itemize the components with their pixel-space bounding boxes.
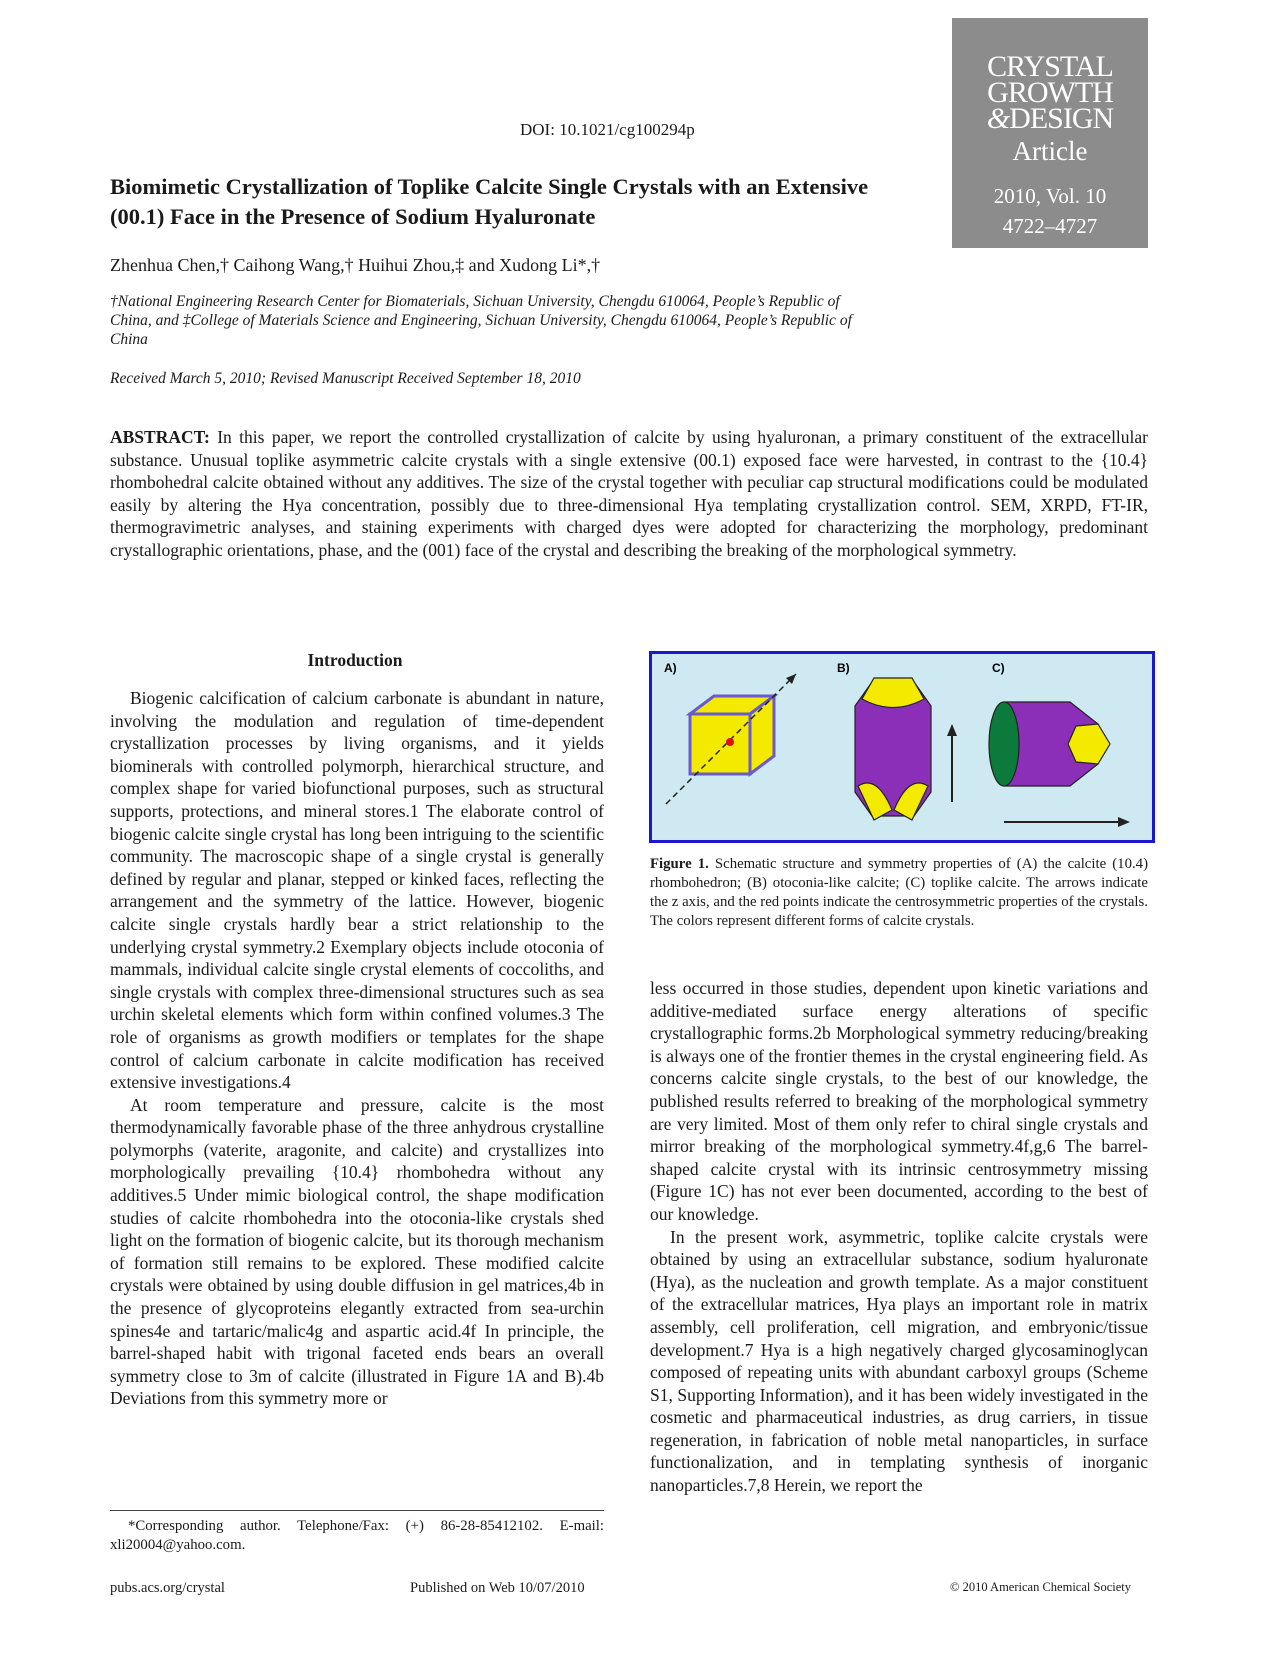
intro-paragraph-2: At room temperature and pressure, calcite is the most thermodynamically favorable phase of the three anhydrous crystalline polymorphs (vaterite, aragonite, and calcite) and crystallizes into morphologically prevailing {10.4} rhombohedra without any additives.5 Under mimic biological control, the shape modification studies of calcite rhombohedra into the otoconia-like crystals shed light on the formation of biogenic calcite, but its thorough mechanism of formation still remains to be explored. These modified calcite crystals were obtained by using double diffusion in gel matrices,4b in the presence of glycoproteins elegantly extracted from sea-urchin spines4e and tartaric/malic4g and aspartic acid.4f In principle, the barrel-shaped habit with trigonal faceted ends bears an overall symmetry close to 3m of calcite (illustrated in Figure 1A and B).4b Deviations from this symmetry more or (110, 1094, 604, 1409)
journal-name: CRYSTAL GROWTH &DESIGN (986, 50, 1114, 135)
corresponding-author-footnote: *Corresponding author. Telephone/Fax: (+) 86-28-85412102. E-mail: xli20004@yahoo.com. (110, 1518, 604, 1553)
otoconia-barrel (855, 678, 957, 820)
affiliations: †National Engineering Research Center for Biomaterials, Sichuan University, Chengdu 610064, People’s Republic of China, and ‡College of Materials Science and Engineering, Sichuan University, Chengdu 610064, People’s Republic of China (110, 293, 852, 348)
footnote-divider (110, 1510, 604, 1511)
toplike-crystal (989, 702, 1130, 827)
authors: Zhenhua Chen,† Caihong Wang,† Huihui Zhou,‡ and Xudong Li*,† (110, 255, 601, 275)
figure-1-caption: Figure 1. Schematic structure and symmetry properties of (A) the calcite (10.4) rhombohedron; (B) otoconia-like calcite; (C) toplike calcite. The arrows indicate the z axis, and the red points indicate the centrosymmetric properties of the crystals. The colors represent different forms of calcite crystals. (650, 856, 1148, 929)
journal-pages: 4722–4727 (1002, 214, 1098, 238)
footer-copyright: © 2010 American Chemical Society (950, 1580, 1131, 1594)
footer-url: pubs.acs.org/crystal (110, 1580, 225, 1596)
abstract (110, 426, 1148, 562)
abstract-text: In this paper, we report the controlled crystallization of calcite by using hyaluronan, a primary constituent of the extracellular substance. Unusual toplike asymmetric calcite crystals with a single extensive (00.1) exposed face were harvested, in contrast to the {10.4} rhombohedral calcite obtained without any additives. The size of the crystal together with peculiar cap structural modifications could be modulated easily by altering the Hya concentration, possibly due to three-dimensional Hya templating crystallization control. SEM, XRPD, FT-IR, thermogravimetric analyses, and staining experiments with charged dyes were adopted for characterizing the morphology, predominant crystallographic orientations, phase, and the (001) face of the crystal and describing the breaking of the morphological symmetry. (110, 427, 1149, 560)
article-title: Biomimetic Crystallization of Toplike Calcite Single Crystals with an Extensive (00.1) Face in the Presence of Sodium Hyaluronate (110, 174, 869, 229)
journal-badge (952, 18, 1148, 248)
panel-a-label: A) (664, 661, 677, 675)
intro-paragraph-3: less occurred in those studies, dependent upon kinetic variations and additive-mediated surface energy alterations of specific crystallographic forms.2b Morphological symmetry reducing/breaking is always one of the frontier themes in the crystal engineering field. As concerns calcite single crystals, to the best of our knowledge, the published results referred to breaking of the morphological symmetry are very limited. Most of them only refer to chiral single crystals and mirror breaking of the morphological symmetry.4f,g,6 The barrel-shaped calcite crystal with its intrinsic centrosymmetry missing (Figure 1C) has not ever been documented, according to the best of our knowledge. (650, 978, 1148, 1224)
figure-1-illustration (652, 654, 1152, 840)
right-column (650, 977, 1148, 1497)
footer-published-date: Published on Web 10/07/2010 (410, 1580, 585, 1596)
intro-paragraph-4: In the present work, asymmetric, toplike calcite crystals were obtained by using an extracellular substance, sodium hyaluronate (Hya), as the nucleation and growth template. As a major constituent of the extracellular matrices, Hya plays an important role in matrix assembly, cell proliferation, cell migration, and embryonic/tissue development.7 Hya is a high negatively charged glycosaminoglycan composed of repeating units with abundant carboxyl groups (Scheme S1, Supporting Information), and it has been widely investigated in the cosmetic and pharmaceutical industries, as drug carriers, in tissue regeneration, in fabrication of noble metal nanoparticles, in surface functionalization, and in templating synthesis of inorganic nanoparticles.7,8 Herein, we report the (650, 1226, 1148, 1496)
abstract-label: ABSTRACT: (110, 427, 210, 447)
panel-c-label: C) (992, 661, 1005, 675)
left-column (110, 687, 604, 1410)
journal-volume: 2010, Vol. 10 (993, 184, 1107, 208)
article-type: Article (1012, 136, 1088, 166)
section-heading-introduction: Introduction (307, 650, 403, 670)
rhombohedron-cube (666, 674, 796, 804)
received-dates: Received March 5, 2010; Revised Manuscript Received September 18, 2010 (110, 370, 581, 387)
intro-paragraph-1: Biogenic calcification of calcium carbonate is abundant in nature, involving the modulation and regulation of time-dependent crystallization processes by living organisms, and it yields biominerals with controlled polymorph, hierarchical structure, and complex shape for varied biofunctional purposes, such as structural supports, protections, and mineral stores.1 The elaborate control of biogenic calcite single crystal has long been intriguing to the scientific community. The macroscopic shape of a single crystal is generally defined by regular and planar, stepped or kinked faces, reflecting the arrangement and the symmetry of the lattice. However, biogenic calcite single crystals hardly bear a strict relationship to the underlying crystal symmetry.2 Exemplary objects include otoconia of mammals, individual calcite single crystal elements of coccoliths, and single crystals with complex three-dimensional structures such as sea urchin skeletal elements which form within confined volumes.3 The role of organisms as growth modifiers or templates for the shape control of calcium carbonate in calcite modification has received extensive investigations.4 (110, 688, 604, 1093)
panel-b-label: B) (837, 661, 850, 675)
center-point (726, 738, 734, 746)
figure-1 (649, 651, 1155, 843)
doi: DOI: 10.1021/cg100294p (520, 120, 695, 139)
figure-1-label: Figure 1. (650, 856, 709, 872)
